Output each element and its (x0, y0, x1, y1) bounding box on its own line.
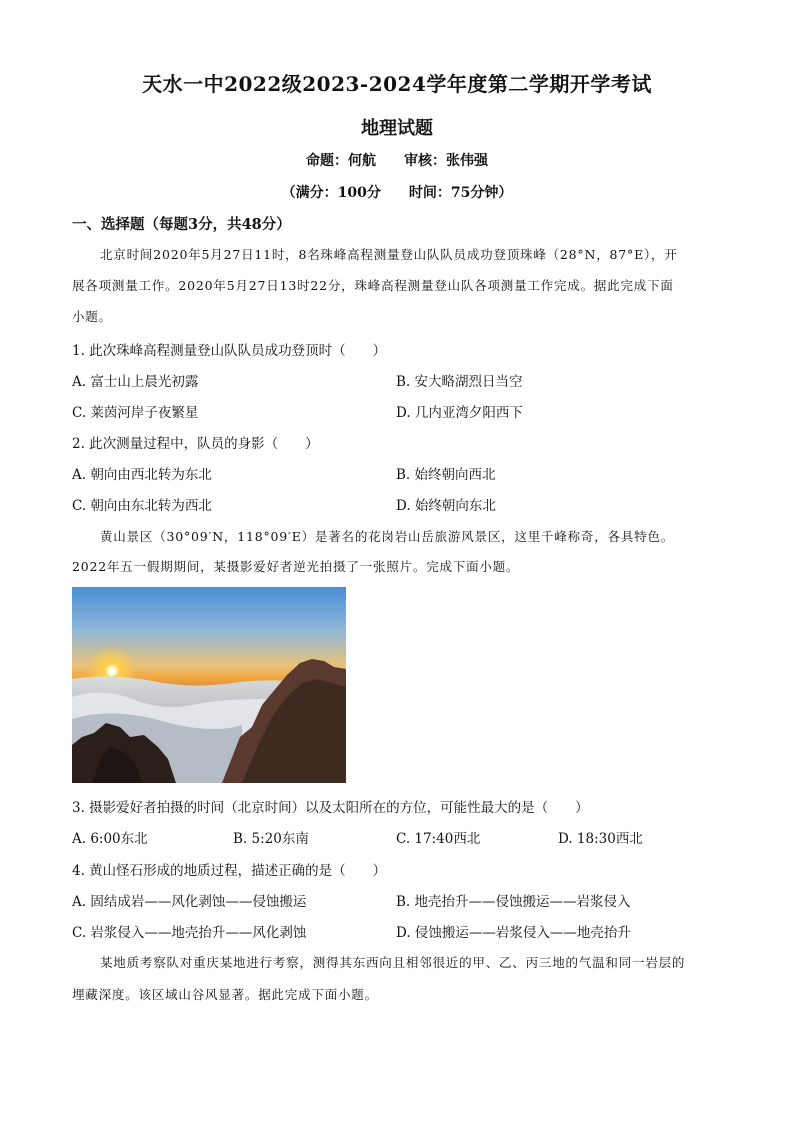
huangshan-sunrise-photo (72, 587, 346, 783)
question-1-option-d: D. 几内亚湾夕阳西下 (396, 405, 523, 421)
passage3-line2: 埋藏深度。该区域山谷风显著。据此完成下面小题。 (72, 987, 378, 1002)
section-heading: 一、选择题（每题3分，共48分） (72, 216, 291, 233)
question-4-option-b: B. 地壳抬升——侵蚀搬运——岩浆侵入 (396, 894, 631, 910)
passage2-line1: 黄山景区（30°09′N，118°09′E）是著名的花岗岩山岳旅游风景区，这里千峰称奇，各具特色。 (100, 529, 675, 544)
question-2-option-c: C. 朝向由东北转为西北 (72, 498, 212, 514)
question-3-option-d: D. 18:30西北 (558, 831, 643, 847)
question-2-stem: 2. 此次测量过程中，队员的身影（ ） (72, 436, 319, 452)
question-3-stem: 3. 摄影爱好者拍摄的时间（北京时间）以及太阳所在的方位，可能性最大的是（ ） (72, 800, 589, 816)
question-4-option-c: C. 岩浆侵入——地壳抬升——风化剥蚀 (72, 925, 307, 941)
exam-title: 天水一中2022级2023-2024学年度第二学期开学考试 (142, 72, 652, 96)
passage1-line3: 小题。 (72, 309, 112, 324)
exam-authors: 命题：何航 审核：张伟强 (306, 153, 488, 169)
question-3-option-c: C. 17:40西北 (396, 831, 481, 847)
exam-subject: 地理试题 (361, 118, 433, 139)
question-1-option-c: C. 莱茵河岸子夜繁星 (72, 405, 199, 421)
question-2-option-b: B. 始终朝向西北 (396, 467, 496, 483)
passage3-line1: 某地质考察队对重庆某地进行考察，测得其东西向且相邻很近的甲、乙、丙三地的气温和同一岩层的 (100, 955, 686, 970)
question-2-option-d: D. 始终朝向东北 (396, 498, 496, 514)
question-3-option-b: B. 5:20东南 (233, 831, 309, 847)
question-4-stem: 4. 黄山怪石形成的地质过程，描述正确的是（ ） (72, 863, 387, 879)
question-4-option-a: A. 固结成岩——风化剥蚀——侵蚀搬运 (72, 894, 307, 910)
passage2-line2: 2022年五一假期期间，某摄影爱好者逆光拍摄了一张照片。完成下面小题。 (72, 559, 520, 574)
question-3-option-a: A. 6:00东北 (72, 831, 148, 847)
passage1-line1: 北京时间2020年5月27日11时，8名珠峰高程测量登山队队员成功登顶珠峰（28°N，87°E），开 (100, 247, 678, 262)
question-2-option-a: A. 朝向由西北转为东北 (72, 467, 212, 483)
question-1-option-a: A. 富士山上晨光初露 (72, 374, 199, 390)
question-4-option-d: D. 侵蚀搬运——岩浆侵入——地壳抬升 (396, 925, 631, 941)
question-1-option-b: B. 安大略湖烈日当空 (396, 374, 523, 390)
passage1-line2: 展各项测量工作。2020年5月27日13时22分，珠峰高程测量登山队各项测量工作完成。据此完成下面 (72, 278, 674, 293)
exam-info: （满分：100分 时间：75分钟） (281, 185, 513, 201)
question-1-stem: 1. 此次珠峰高程测量登山队队员成功登顶时（ ） (72, 343, 387, 359)
